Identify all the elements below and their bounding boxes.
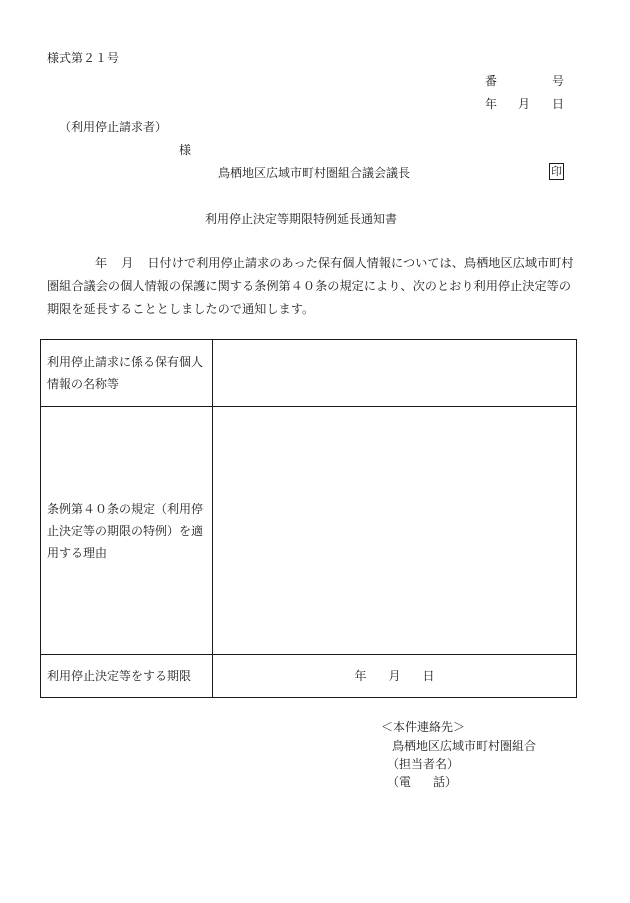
contact-phone-open: （電 [387,775,412,789]
table-row [41,340,577,407]
number-label-right: 号 [552,74,565,88]
document-title: 利用停止決定等期限特例延長通知書 [205,212,398,226]
date-month-label: 月 [518,97,531,111]
body-text: 日付けで利用停止請求のあった保有個人情報については、鳥栖地区広域市町村圏組合議会の個人情報の保護に関する条例第４０条の規定により、次のとおり利用停止決定等の期限を延長することとしましたので通知します。 [47,256,574,316]
table-row [41,655,577,698]
row3-label: 利用停止決定等をする期限 [41,655,213,698]
contact-phone [387,775,457,789]
body-date-year: 年 [95,256,108,270]
row1-label: 利用停止請求に係る保有個人情報の名称等 [41,340,213,407]
date-day-label: 日 [552,97,565,111]
number-label-left: 番 [485,74,498,88]
row2-value [213,407,577,655]
contact-phone-close: 話） [433,775,458,789]
form-code: 様式第２１号 [47,51,120,65]
details-table [40,339,577,698]
recipient-honorific: 様 [179,143,192,157]
deadline-year: 年 [354,669,367,683]
reference-number-label [485,74,497,88]
date-year-label: 年 [485,97,498,111]
contact-org: 鳥栖地区広域市町村圏組合 [392,739,537,753]
contact-header: ＜本件連絡先＞ [381,720,466,734]
body-date-month: 月 [121,256,134,270]
row1-value [213,340,577,407]
notice-body [47,252,577,321]
deadline-month: 月 [388,669,401,683]
row2-label: 条例第４０条の規定（利用停止決定等の期限の特例）を適用する理由 [41,407,213,655]
contact-person: （担当者名） [387,757,460,771]
table-row [41,407,577,655]
deadline-day: 日 [422,669,435,683]
sender-name: 鳥栖地区広域市町村圏組合議会議長 [218,166,411,180]
seal-mark: 印 [551,165,562,178]
row3-value [213,655,577,698]
recipient-label: （利用停止請求者） [59,120,168,134]
